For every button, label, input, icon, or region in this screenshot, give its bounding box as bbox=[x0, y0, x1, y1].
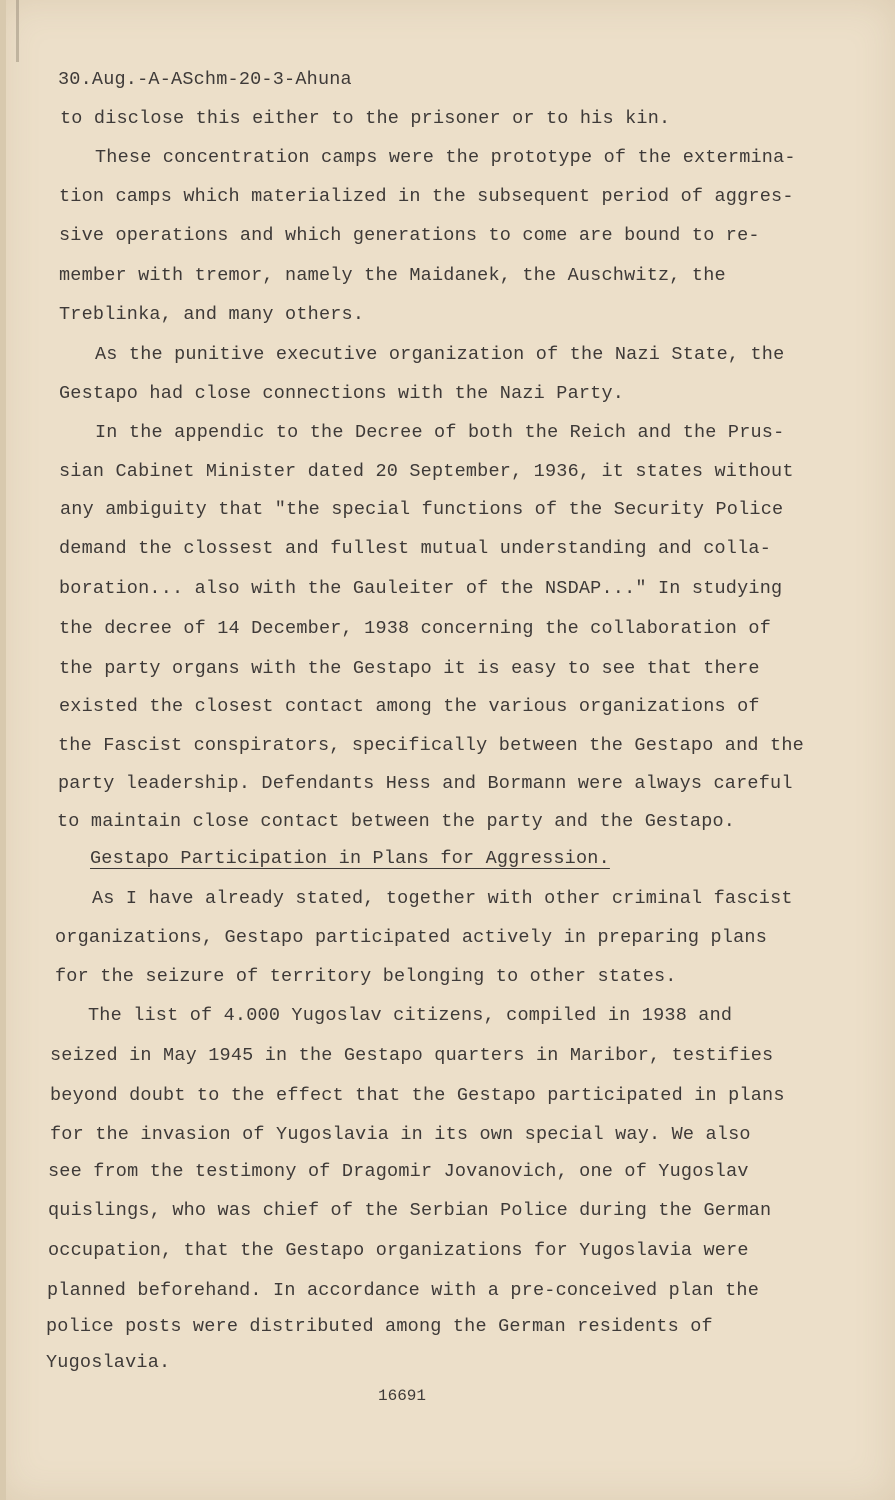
text-line: the Fascist conspirators, specifically between the Gestapo and the bbox=[58, 735, 804, 756]
text-line: demand the clossest and fullest mutual understanding and colla- bbox=[59, 538, 772, 559]
page-left-edge bbox=[0, 0, 6, 1500]
text-line: to maintain close contact between the party and the Gestapo. bbox=[57, 811, 736, 832]
text-line: occupation, that the Gestapo organizations for Yugoslavia were bbox=[48, 1240, 749, 1261]
section-heading: Gestapo Participation in Plans for Aggression. bbox=[90, 848, 610, 869]
text-line: see from the testimony of Dragomir Jovanovich, one of Yugoslav bbox=[48, 1161, 749, 1182]
text-line: to disclose this either to the prisoner or to his kin. bbox=[60, 108, 671, 129]
text-line: boration... also with the Gauleiter of the NSDAP..." In studying bbox=[59, 578, 783, 599]
margin-mark bbox=[16, 0, 19, 62]
text-line: The list of 4.000 Yugoslav citizens, compiled in 1938 and bbox=[88, 1005, 733, 1026]
text-line: sian Cabinet Minister dated 20 September, 1936, it states without bbox=[59, 461, 794, 482]
text-line: beyond doubt to the effect that the Gestapo participated in plans bbox=[50, 1085, 785, 1106]
header-reference: 30.Aug.-A-ASchm-20-3-Ahuna bbox=[58, 69, 352, 90]
text-line: sive operations and which generations to come are bound to re- bbox=[59, 225, 760, 246]
text-line: Treblinka, and many others. bbox=[59, 304, 365, 325]
text-line: planned beforehand. In accordance with a pre-conceived plan the bbox=[47, 1280, 760, 1301]
text-line: quislings, who was chief of the Serbian Police during the German bbox=[48, 1200, 772, 1221]
text-line: existed the closest contact among the various organizations of bbox=[59, 696, 760, 717]
text-line: As the punitive executive organization of the Nazi State, the bbox=[95, 344, 785, 365]
text-line: the decree of 14 December, 1938 concerning the collaboration of bbox=[59, 618, 772, 639]
text-line: tion camps which materialized in the subsequent period of aggres- bbox=[59, 186, 794, 207]
text-line: In the appendic to the Decree of both the Reich and the Prus- bbox=[95, 422, 785, 443]
text-line: As I have already stated, together with other criminal fascist bbox=[92, 888, 793, 909]
text-line: police posts were distributed among the German residents of bbox=[46, 1316, 713, 1337]
text-line: for the invasion of Yugoslavia in its own special way. We also bbox=[50, 1124, 751, 1145]
text-line: Gestapo had close connections with the Nazi Party. bbox=[59, 383, 625, 404]
text-line: Yugoslavia. bbox=[46, 1352, 171, 1373]
text-line: These concentration camps were the prototype of the extermina- bbox=[95, 147, 796, 168]
text-line: member with tremor, namely the Maidanek, the Auschwitz, the bbox=[59, 265, 726, 286]
text-line: the party organs with the Gestapo it is easy to see that there bbox=[59, 658, 760, 679]
text-line: seized in May 1945 in the Gestapo quarters in Maribor, testifies bbox=[50, 1045, 774, 1066]
text-line: organizations, Gestapo participated actively in preparing plans bbox=[55, 927, 768, 948]
text-line: party leadership. Defendants Hess and Bormann were always careful bbox=[58, 773, 793, 794]
page-number: 16691 bbox=[378, 1387, 427, 1405]
text-line: any ambiguity that "the special functions of the Security Police bbox=[60, 499, 784, 520]
text-line: for the seizure of territory belonging to other states. bbox=[55, 966, 677, 987]
